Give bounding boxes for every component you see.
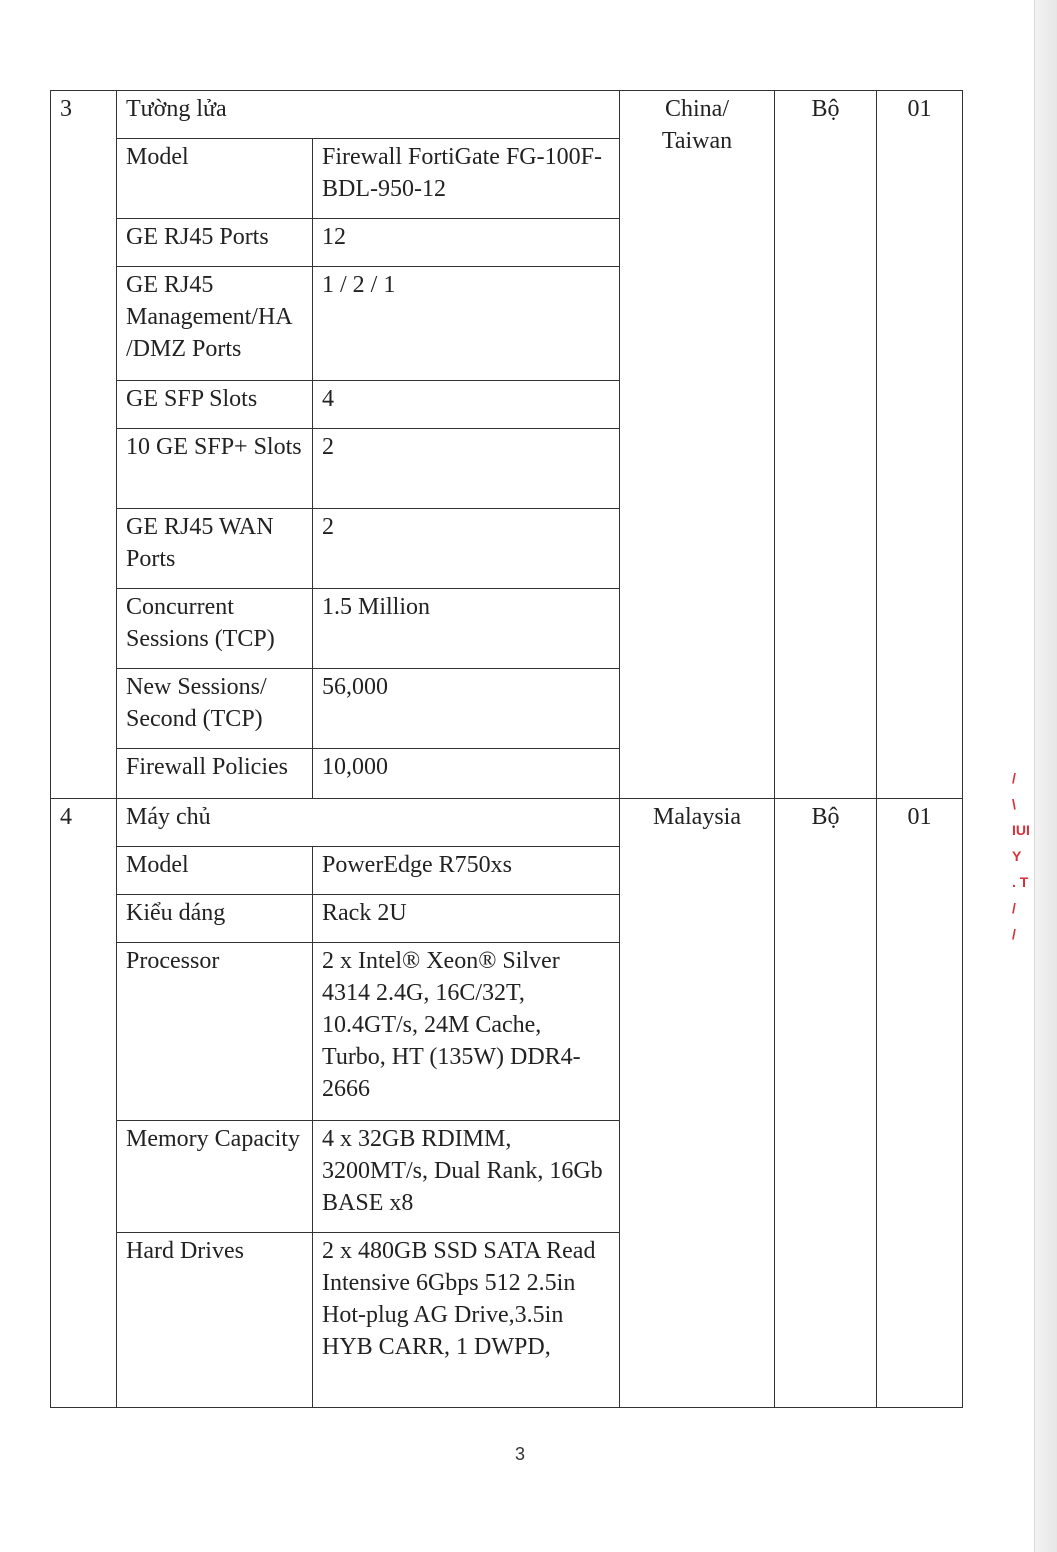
item-name: Tường lửa — [117, 91, 620, 139]
spec-label: Hard Drives — [117, 1233, 313, 1408]
item-origin: China/ Taiwan — [620, 91, 775, 799]
spec-label: Processor — [117, 943, 313, 1121]
spec-value: 2 — [313, 429, 620, 509]
spec-label: Model — [117, 847, 313, 895]
stamp-text: \ — [1012, 796, 1016, 812]
item-unit: Bộ — [775, 91, 877, 799]
spec-label: GE RJ45 WAN Ports — [117, 509, 313, 589]
item-row-firewall — [51, 91, 963, 139]
item-row-server — [51, 799, 963, 847]
stamp-text: / — [1012, 926, 1016, 942]
stamp-text: . T — [1012, 874, 1029, 890]
spec-label: GE RJ45 Ports — [117, 219, 313, 267]
stamp-text: / — [1012, 900, 1016, 916]
equipment-spec-table — [50, 90, 963, 1408]
item-name: Máy chủ — [117, 799, 620, 847]
item-unit: Bộ — [775, 799, 877, 1408]
page-number: 3 — [514, 1444, 525, 1464]
stamp-text: Y — [1012, 848, 1022, 864]
item-quantity: 01 — [877, 91, 963, 799]
stamp-text: / — [1012, 770, 1016, 786]
spec-label: Kiểu dáng — [117, 895, 313, 943]
item-origin: Malaysia — [620, 799, 775, 1408]
item-quantity: 01 — [877, 799, 963, 1408]
spec-label: GE SFP Slots — [117, 381, 313, 429]
spec-value: 2 x 480GB SSD SATA Read Intensive 6Gbps 512 2.5in Hot-plug AG Drive,3.5in HYB CARR, 1 DWPD, — [313, 1233, 620, 1408]
spec-label: GE RJ45 Management/HA /DMZ Ports — [117, 267, 313, 381]
spec-value: 56,000 — [313, 669, 620, 749]
spec-label: Firewall Policies — [117, 749, 313, 799]
spec-value: 4 — [313, 381, 620, 429]
spec-value: 1.5 Million — [313, 589, 620, 669]
spec-value: 2 — [313, 509, 620, 589]
stamp-text: IUI — [1012, 822, 1030, 838]
spec-label: Model — [117, 139, 313, 219]
spec-label: 10 GE SFP+ Slots — [117, 429, 313, 509]
spec-value: 1 / 2 / 1 — [313, 267, 620, 381]
spec-label: New Sessions/ Second (TCP) — [117, 669, 313, 749]
spec-value: PowerEdge R750xs — [313, 847, 620, 895]
spec-value: Rack 2U — [313, 895, 620, 943]
item-number: 4 — [51, 799, 117, 1408]
item-number: 3 — [51, 91, 117, 799]
spec-label: Memory Capacity — [117, 1121, 313, 1233]
stamp-fragment — [1012, 765, 1046, 945]
spec-value: Firewall FortiGate FG-100F-BDL-950-12 — [313, 139, 620, 219]
spec-value: 4 x 32GB RDIMM, 3200MT/s, Dual Rank, 16Gb BASE x8 — [313, 1121, 620, 1233]
spec-value: 12 — [313, 219, 620, 267]
spec-label: Concurrent Sessions (TCP) — [117, 589, 313, 669]
spec-value: 10,000 — [313, 749, 620, 799]
spec-value: 2 x Intel® Xeon® Silver 4314 2.4G, 16C/32T, 10.4GT/s, 24M Cache, Turbo, HT (135W) DDR4-2666 — [313, 943, 620, 1121]
